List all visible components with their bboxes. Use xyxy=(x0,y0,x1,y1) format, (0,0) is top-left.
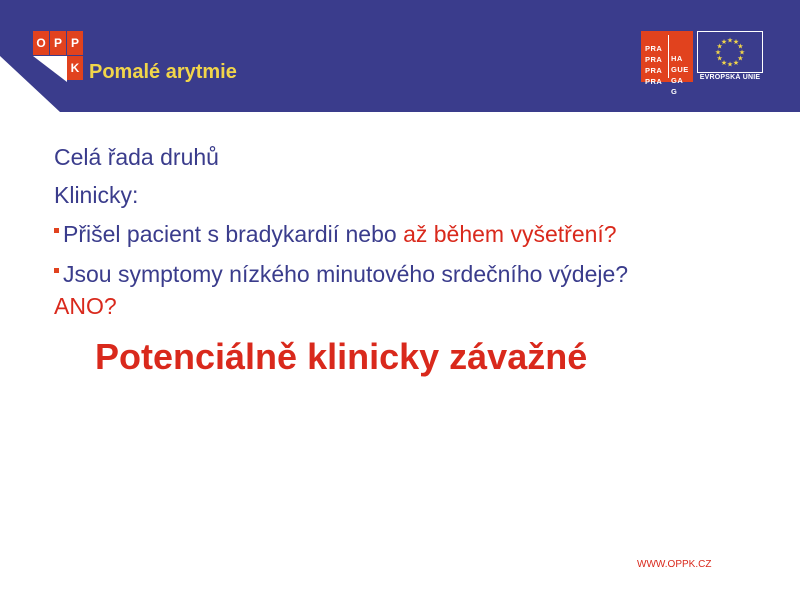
eu-star-icon: ★ xyxy=(732,59,740,67)
eu-star-icon: ★ xyxy=(737,43,744,51)
praha-row: PRA GUE xyxy=(645,55,689,74)
logo-letter-p1: P xyxy=(50,31,66,55)
logo-letter-o: O xyxy=(33,31,49,55)
eu-star-icon: ★ xyxy=(726,37,734,45)
footer-url: WWW.OPPK.CZ xyxy=(637,559,712,570)
eu-star-icon: ★ xyxy=(716,55,723,63)
eu-star-icon: ★ xyxy=(716,43,723,51)
logo-letter-p2: P xyxy=(67,31,83,55)
praha-logo xyxy=(641,31,693,96)
praha-row: PRA G xyxy=(645,77,678,96)
bullet-square-icon xyxy=(54,268,59,273)
eu-star-icon: ★ xyxy=(720,59,728,67)
eu-flag-stars-icon xyxy=(697,31,763,73)
bullet-2-text: Jsou symptomy nízkého minutového srdečního výdeje? xyxy=(63,261,629,287)
eu-star-icon: ★ xyxy=(737,55,744,63)
body-line-2: Klinicky: xyxy=(54,182,139,208)
bullet-1-highlight: až během vyšetření? xyxy=(403,221,617,247)
bullet-item-2 xyxy=(54,261,628,288)
logo-white-corner-shape xyxy=(33,56,67,82)
eu-star-icon: ★ xyxy=(738,49,746,57)
logo-letter-k: K xyxy=(67,56,83,80)
bullet-square-icon xyxy=(54,228,59,233)
eu-star-icon: ★ xyxy=(714,49,722,57)
emphasis-heading: Potenciálně klinicky závažné xyxy=(95,336,588,377)
eu-star-icon: ★ xyxy=(720,39,728,47)
eu-logo-label: EVROPSKÁ UNIE xyxy=(699,74,761,81)
slide-header xyxy=(0,0,800,112)
eu-logo xyxy=(697,31,763,83)
praha-row: PRA GA xyxy=(645,66,684,85)
body-line-1: Celá řada druhů xyxy=(54,144,219,170)
oppk-logo xyxy=(33,31,83,81)
bullet-1-text: Přišel pacient s bradykardií nebo xyxy=(63,221,404,247)
eu-star-icon: ★ xyxy=(726,61,734,69)
bullet-item-1 xyxy=(54,221,617,248)
slide-title: Pomalé arytmie xyxy=(89,61,237,83)
bullet-2-highlight: ANO? xyxy=(54,293,117,319)
eu-star-icon: ★ xyxy=(732,39,740,47)
praha-row: PRA HA xyxy=(645,44,683,63)
